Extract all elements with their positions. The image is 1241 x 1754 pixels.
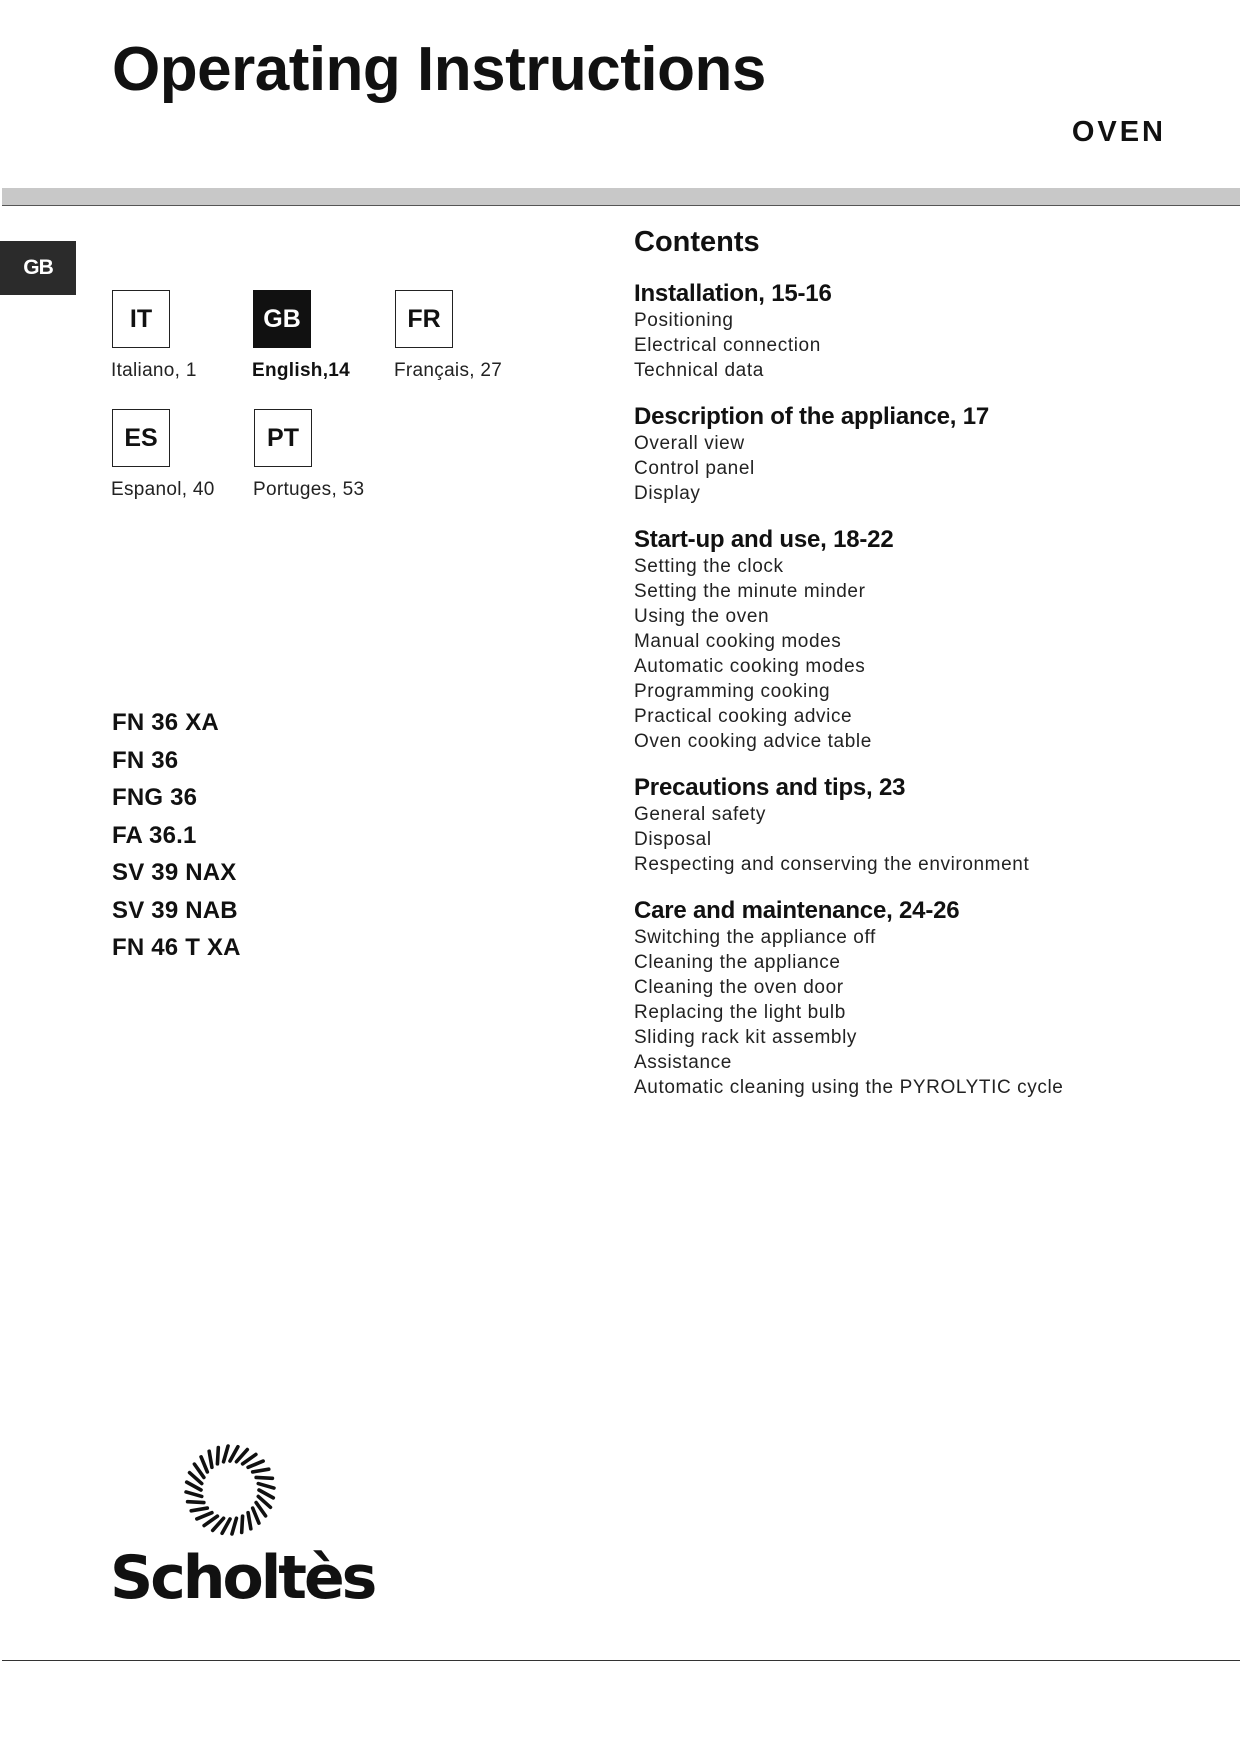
sunburst-ray (248, 1461, 263, 1467)
toc-item[interactable]: Cleaning the oven door (634, 977, 844, 998)
toc-item[interactable]: Cleaning the appliance (634, 952, 841, 973)
sunburst-ray (256, 1477, 272, 1478)
sunburst-ray (253, 1469, 269, 1472)
toc-section-description (634, 403, 1194, 506)
toc-item[interactable]: Setting the clock (634, 556, 784, 577)
model-item: FN 36 (112, 746, 179, 774)
sunburst-ray (243, 1454, 256, 1463)
toc-item[interactable]: Practical cooking advice (634, 706, 853, 727)
sunburst-ray (248, 1513, 251, 1529)
model-list (112, 708, 241, 971)
sunburst-ray (232, 1518, 237, 1534)
lang-box-fr[interactable]: FR (395, 290, 453, 348)
toc-item[interactable]: Setting the minute minder (634, 581, 866, 602)
toc-section-title[interactable]: Precautions and tips, 23 (634, 774, 906, 801)
toc-section-precautions (634, 774, 1194, 877)
sunburst-ray (186, 1492, 202, 1497)
lang-box-gb[interactable]: GB (253, 290, 311, 348)
sunburst-ray (258, 1484, 274, 1489)
toc-item[interactable]: Sliding rack kit assembly (634, 1027, 858, 1048)
document-subtitle: OVEN (1071, 116, 1166, 148)
toc-item[interactable]: Oven cooking advice table (634, 731, 872, 752)
lang-box-pt[interactable]: PT (254, 409, 312, 467)
sunburst-ray (201, 1457, 207, 1472)
sunburst-ray (209, 1451, 212, 1467)
toc-item[interactable]: Electrical connection (634, 335, 821, 356)
toc-item[interactable]: Technical data (634, 360, 764, 381)
brand-logo (110, 1440, 375, 1620)
page-title: Operating Instructions (112, 35, 766, 104)
toc-item[interactable]: Respecting and conserving the environment (634, 854, 1030, 875)
side-language-tab: GB (0, 241, 76, 295)
toc-section-title[interactable]: Installation, 15-16 (634, 280, 832, 307)
lang-box-es[interactable]: ES (112, 409, 170, 467)
sunburst-ray (253, 1508, 259, 1523)
toc-item[interactable]: Display (634, 483, 701, 504)
lang-label-gb: English,14 (252, 360, 351, 381)
footer-divider-line (2, 1660, 1240, 1661)
toc-section-installation (634, 280, 1194, 383)
model-item: FNG 36 (112, 784, 198, 811)
toc-section-title[interactable]: Care and maintenance, 24-26 (634, 897, 960, 924)
toc-item[interactable]: Automatic cleaning using the PYROLYTIC cycle (634, 1077, 1064, 1098)
toc-item[interactable]: Assistance (634, 1052, 732, 1073)
sunburst-logo-icon (180, 1440, 280, 1540)
sunburst-ray (194, 1464, 203, 1477)
toc-section-title[interactable]: Description of the appliance, 17 (634, 403, 990, 430)
sunburst-ray (191, 1508, 207, 1511)
toc-section-startup (634, 526, 1194, 754)
model-item: FA 36.1 (112, 821, 197, 849)
toc-item[interactable]: General safety (634, 804, 766, 825)
header-divider-band (2, 188, 1240, 205)
contents-title: Contents (634, 226, 760, 258)
table-of-contents (634, 222, 1194, 1120)
sunburst-ray (204, 1516, 217, 1525)
sunburst-ray (224, 1446, 229, 1462)
toc-section-care (634, 897, 1194, 1100)
toc-item[interactable]: Disposal (634, 829, 712, 850)
sunburst-ray (256, 1503, 265, 1516)
toc-item[interactable]: Using the oven (634, 606, 770, 627)
header-divider-line (2, 205, 1240, 206)
lang-label-fr: Français, 27 (394, 360, 503, 381)
model-item: SV 39 NAB (112, 896, 238, 924)
toc-item[interactable]: Replacing the light bulb (634, 1002, 846, 1023)
model-item: FN 46 T XA (112, 934, 241, 961)
lang-label-es: Espanol, 40 (111, 479, 215, 500)
model-item: SV 39 NAX (112, 859, 237, 886)
sunburst-ray (188, 1502, 204, 1503)
toc-item[interactable]: Automatic cooking modes (634, 656, 866, 677)
sunburst-ray (197, 1513, 212, 1519)
model-item: FN 36 XA (112, 709, 219, 736)
lang-label-it: Italiano, 1 (111, 360, 197, 381)
brand-name: Scholtès (110, 1543, 375, 1613)
toc-section-title[interactable]: Start-up and use, 18-22 (634, 526, 894, 553)
toc-item[interactable]: Manual cooking modes (634, 631, 842, 652)
toc-item[interactable]: Switching the appliance off (634, 927, 876, 948)
toc-item[interactable]: Control panel (634, 458, 755, 479)
lang-label-pt: Portuges, 53 (253, 479, 365, 500)
toc-item[interactable]: Overall view (634, 433, 745, 454)
toc-item[interactable]: Programming cooking (634, 681, 831, 702)
lang-box-it[interactable]: IT (112, 290, 170, 348)
toc-item[interactable]: Positioning (634, 310, 734, 331)
sunburst-ray (242, 1516, 243, 1532)
sunburst-ray (217, 1448, 218, 1464)
